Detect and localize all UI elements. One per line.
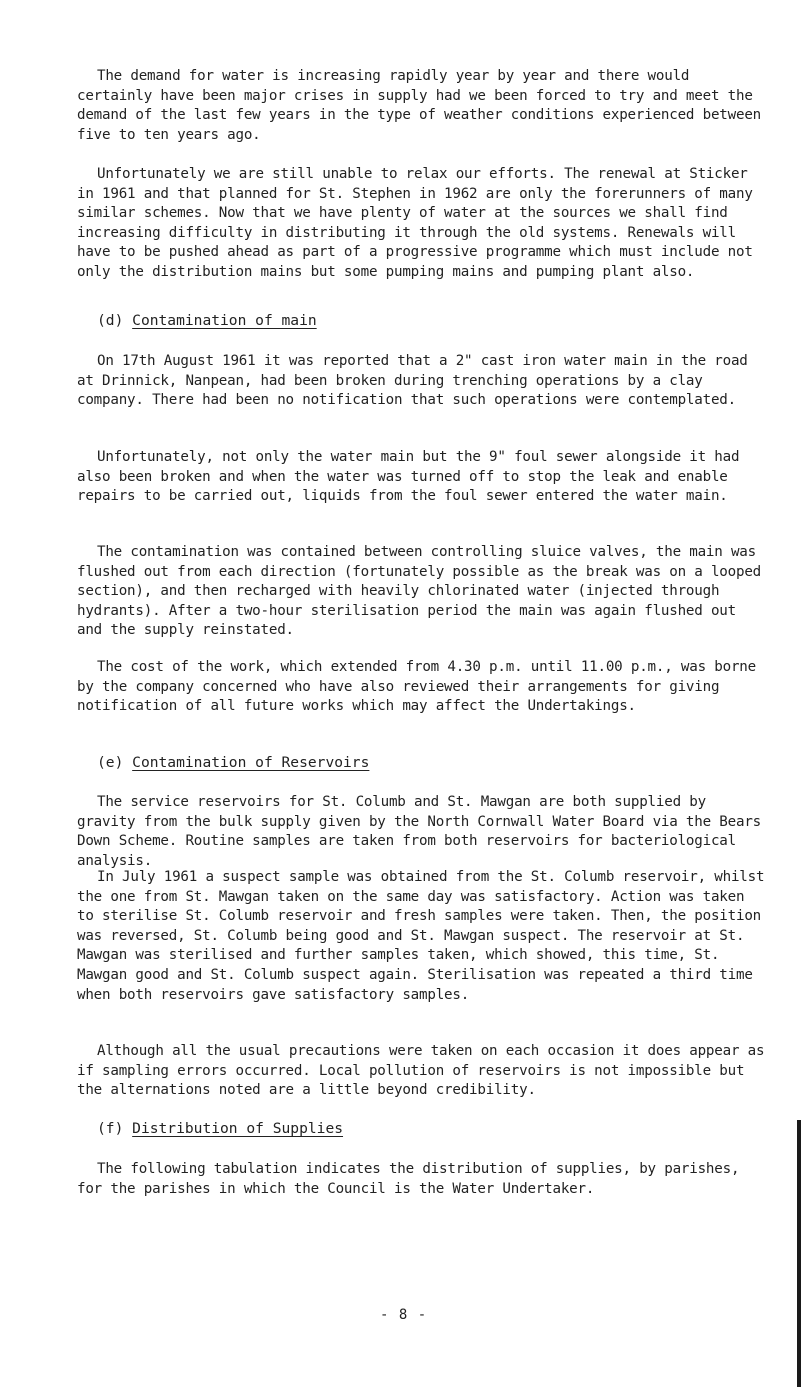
paragraph-main-broken: On 17th August 1961 it was reported that a 2" cast iron water main in the road at Drinnick, Nanpean, had been broken during trenching operations by a clay company. There had been no notification that such operations were contemplated. — [77, 353, 748, 409]
heading-letter: (f) — [97, 1120, 124, 1137]
paragraph-foul-sewer: Unfortunately, not only the water main but the 9" foul sewer alongside it had also been broken and when the water was turned off to stop the leak and enable repairs to be carried out, liquids from the foul sewer entered the water main. — [77, 449, 740, 505]
paragraph-service-reservoirs: The service reservoirs for St. Columb and St. Mawgan are both supplied by gravity from the bulk supply given by the North Cornwall Water Board via the Bears Down Scheme. Routine samples are taken from both reservoirs for bacteriological analysis. — [77, 794, 762, 869]
paragraph-sampling-errors: Although all the usual precautions were taken on each occasion it does appear as if sampling errors occurred. Local pollution of reservoirs is not impossible but the alternations noted are a little beyond credibility. — [77, 1043, 765, 1099]
heading-letter: (e) — [97, 754, 124, 771]
paragraph-suspect-samples: In July 1961 a suspect sample was obtained from the St. Columb reservoir, whilst the one from St. Mawgan taken on the same day was satisfactory. Action was taken to sterilise St. Columb reservoir and fresh samples were taken. Then, the position was reversed, St. Columb being good and St. Mawgan suspect. The reservoir at St. Mawgan was sterilised and further samples taken, which showed, this time, St. Mawgan good and St. Columb suspect again. Sterilisation was repeated a third time when both reservoirs gave satisfactory samples. — [77, 869, 765, 1003]
paragraph-renewals: Unfortunately we are still unable to relax our efforts. The renewal at Sticker in 1961 and that planned for St. Stephen in 1962 are only the forerunners of many similar schemes. Now that we have plenty of water at the sources we shall find increasing difficulty in distributing it through the old systems. Renewals will have to be pushed ahead as part of a progressive programme which must include not only the distribution mains but some pumping mains and pumping plant also. — [77, 166, 753, 280]
page-number: - 8 - — [380, 1307, 428, 1323]
heading-distribution-of-supplies — [97, 1119, 343, 1139]
heading-title: Distribution of Supplies — [132, 1120, 344, 1137]
paragraph-tabulation-intro: The following tabulation indicates the distribution of supplies, by parishes, for the parishes in which the Council is the Water Undertaker. — [77, 1161, 740, 1197]
heading-letter: (d) — [97, 312, 124, 329]
heading-title: Contamination of Reservoirs — [132, 754, 370, 771]
heading-contamination-of-reservoirs — [97, 753, 369, 773]
scan-edge-shadow — [797, 1120, 801, 1387]
paragraph-water-demand: The demand for water is increasing rapidly year by year and there would certainly have been major crises in supply had we been forced to try and meet the demand of the last few years in the type of weather conditions experienced between five to ten years ago. — [77, 68, 762, 143]
heading-title: Contamination of main — [132, 312, 317, 329]
paragraph-contamination-contained: The contamination was contained between controlling sluice valves, the main was flushed out from each direction (fortunately possible as the break was on a looped section), and then recharged with heavily chlorinated water (injected through hydrants). After a two-hour sterilisation period the main was again flushed out and the supply reinstated. — [77, 544, 762, 639]
paragraph-cost-of-work: The cost of the work, which extended from 4.30 p.m. until 11.00 p.m., was borne by the company concerned who have also reviewed their arrangements for giving notification of all future works which may affect the Undertakings. — [77, 659, 756, 715]
heading-contamination-of-main — [97, 311, 317, 331]
